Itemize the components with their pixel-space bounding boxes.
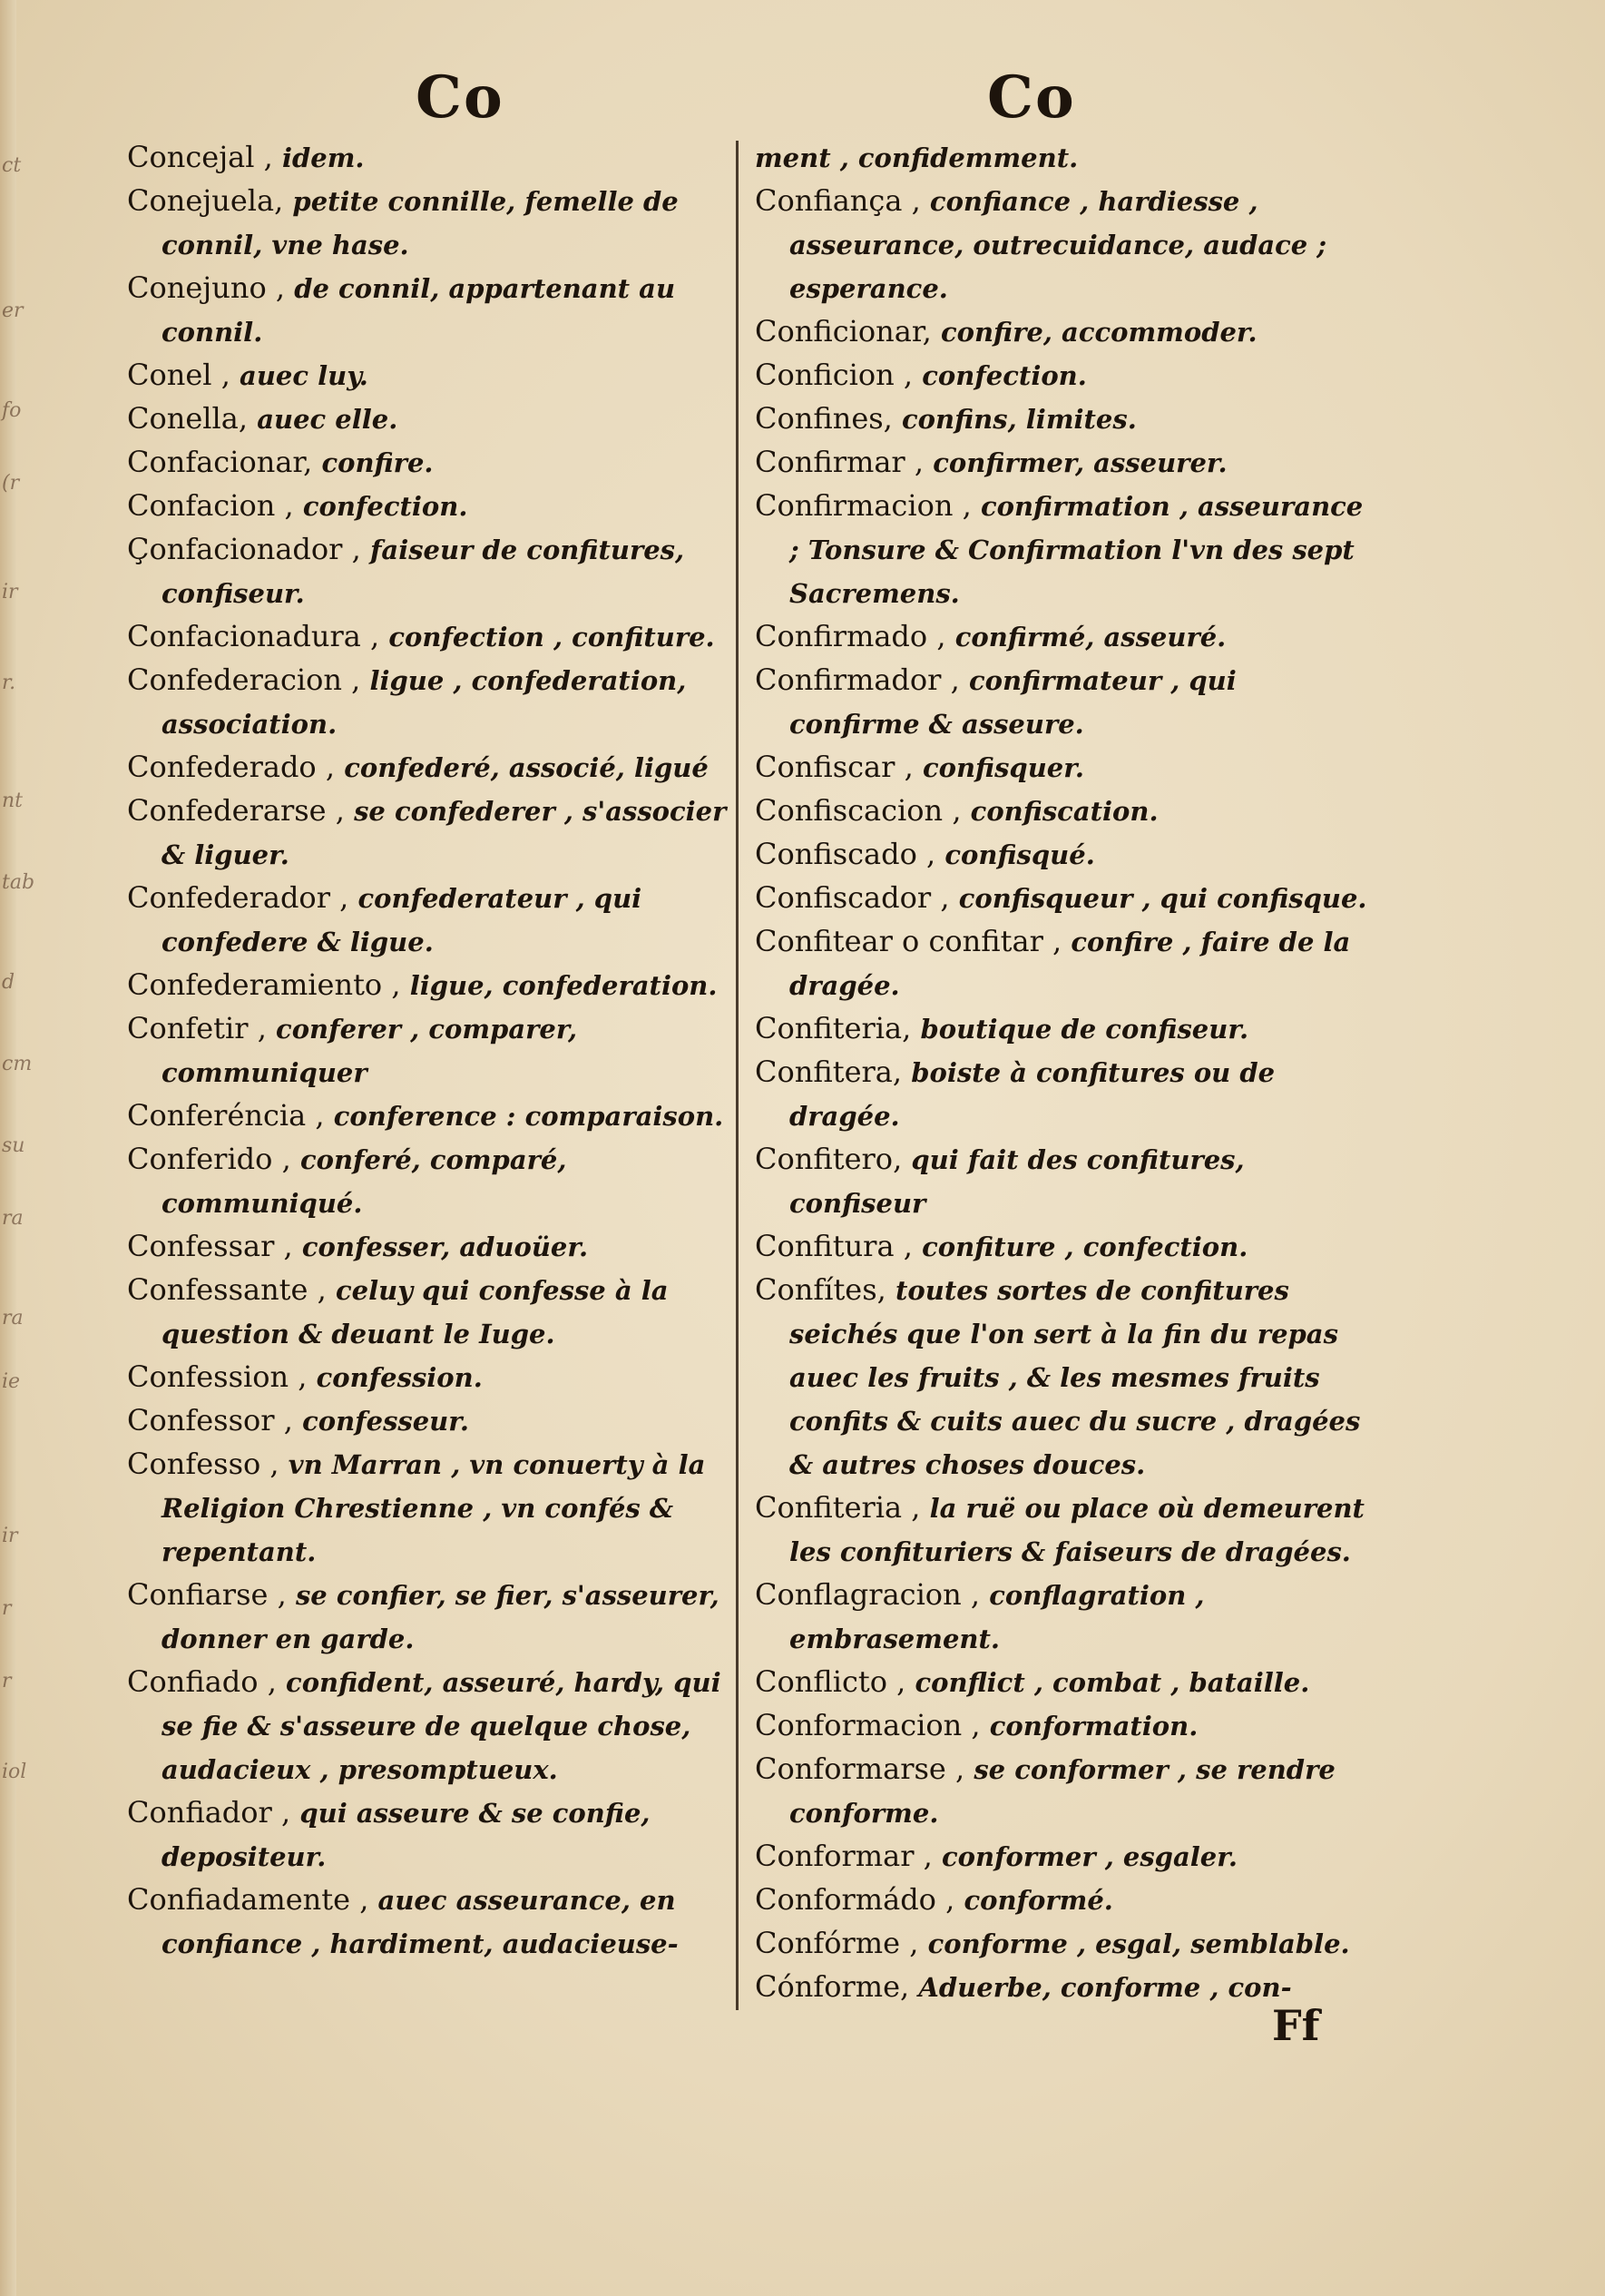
- dictionary-entry: [755, 1269, 1372, 1487]
- headword: Confacionar,: [127, 445, 313, 479]
- definition: confiscation.: [970, 796, 1159, 827]
- definition: ligue, confederation.: [409, 970, 718, 1001]
- headword: Conflagracion ,: [755, 1577, 981, 1612]
- dictionary-entry: [755, 310, 1372, 354]
- definition: confection.: [922, 360, 1087, 391]
- dictionary-entry: [755, 136, 1372, 180]
- margin-fragment: ir: [2, 1525, 18, 1547]
- dictionary-entry: [127, 1356, 735, 1399]
- dictionary-entry: [127, 964, 735, 1007]
- definition: confisqueur , qui confisque.: [958, 883, 1367, 914]
- margin-fragment: (r: [2, 472, 20, 495]
- definition: confederé, associé, ligué: [344, 752, 709, 783]
- margin-fragment: ct: [2, 154, 22, 177]
- headword: Conferido ,: [127, 1142, 291, 1176]
- headword: Confiscado ,: [755, 837, 936, 871]
- definition: confesser, aduoüer.: [301, 1231, 589, 1262]
- definition: confiture , confection.: [922, 1231, 1248, 1262]
- margin-fragment: r.: [2, 672, 16, 694]
- definition: confirmé, asseuré.: [954, 622, 1227, 652]
- definition: confiance , hardiesse , asseurance, outrecuidance, audace ; esperance.: [789, 186, 1327, 304]
- dictionary-entry: [755, 615, 1372, 659]
- headword: Confession ,: [127, 1359, 308, 1394]
- dictionary-entry: [755, 1007, 1372, 1051]
- margin-fragment: ra: [2, 1207, 24, 1230]
- dictionary-entry: [755, 1835, 1372, 1879]
- dictionary-entry: [755, 1225, 1372, 1269]
- dictionary-entry: [127, 1879, 735, 1966]
- dictionary-entry: [755, 659, 1372, 746]
- margin-fragments: [0, 0, 35, 2296]
- dictionary-entry: [755, 920, 1372, 1007]
- headword: Conferéncia ,: [127, 1098, 325, 1133]
- headword: Confederamiento ,: [127, 967, 401, 1002]
- dictionary-entry: [755, 1748, 1372, 1835]
- headword: Confiscador ,: [755, 880, 950, 915]
- headword: Confiteria,: [755, 1011, 912, 1045]
- headword: Conejuela,: [127, 183, 284, 218]
- definition: conference : comparaison.: [333, 1101, 724, 1132]
- dictionary-entry: [755, 1661, 1372, 1704]
- dictionary-entry: [755, 790, 1372, 833]
- headword: Confiscar ,: [755, 750, 914, 784]
- definition: confins, limites.: [902, 404, 1137, 435]
- dictionary-entry: [755, 1051, 1372, 1138]
- dictionary-entry: [127, 1225, 735, 1269]
- definition: confisquer.: [922, 752, 1084, 783]
- headword: Confessante ,: [127, 1272, 327, 1307]
- headword: Confirmador ,: [755, 662, 960, 697]
- dictionary-entry: [127, 180, 735, 267]
- margin-fragment: su: [2, 1134, 25, 1157]
- dictionary-entry: [127, 267, 735, 354]
- headword: Confiadamente ,: [127, 1882, 369, 1917]
- definition: se conformer , se rendre conforme.: [789, 1754, 1336, 1829]
- dictionary-entry: [127, 1094, 735, 1138]
- dictionary-entry: [755, 485, 1372, 615]
- definition: confection.: [302, 491, 468, 522]
- definition: qui fait des confitures, confiseur: [789, 1144, 1245, 1219]
- definition: auec asseurance, en confiance , hardiment, audacieuse-: [161, 1885, 679, 1959]
- margin-fragment: cm: [2, 1053, 33, 1075]
- dictionary-entry: [127, 659, 735, 746]
- dictionary-entry: [755, 1704, 1372, 1748]
- dictionary-entry: [755, 1138, 1372, 1225]
- margin-fragment: r: [2, 1597, 12, 1620]
- dictionary-entry: [127, 1269, 735, 1356]
- headword: Confiado ,: [127, 1664, 277, 1699]
- signature-mark: Ff: [1272, 2001, 1320, 2050]
- definition: conflagration , embrasement.: [789, 1580, 1205, 1654]
- headword: Confetir ,: [127, 1011, 267, 1045]
- definition: confirmateur , qui confirme & asseure.: [789, 665, 1237, 740]
- headword: Confitera,: [755, 1055, 903, 1089]
- column-rule: [736, 141, 739, 2010]
- dictionary-entry: [127, 1574, 735, 1661]
- dictionary-entry: [127, 877, 735, 964]
- definition: confire , faire de la dragée.: [789, 927, 1351, 1001]
- definition: confident, asseuré, hardy, qui se fie & s'asseure de quelque chose, audacieux , presomptueux.: [161, 1667, 721, 1785]
- dictionary-entry: [755, 180, 1372, 310]
- definition: confesseur.: [302, 1406, 469, 1437]
- headword: Conella,: [127, 401, 249, 436]
- headword: Cónforme,: [755, 1969, 910, 2004]
- definition: ment , confidemment.: [755, 142, 1079, 173]
- headword: Confesso ,: [127, 1447, 279, 1481]
- margin-fragment: d: [2, 971, 15, 994]
- dictionary-entry: [127, 1007, 735, 1094]
- headword: Confitero,: [755, 1142, 903, 1176]
- headword: Conformacion ,: [755, 1708, 981, 1742]
- headword: Confitura ,: [755, 1229, 913, 1263]
- definition: celuy qui confesse à la question & deuant le Iuge.: [161, 1275, 669, 1349]
- headword: Confirmacion ,: [755, 488, 972, 523]
- dictionary-entry: [127, 397, 735, 441]
- dictionary-entry: [127, 354, 735, 397]
- headword: Conficionar,: [755, 314, 932, 348]
- definition: la ruë ou place où demeurent les confituriers & faiseurs de dragées.: [789, 1493, 1365, 1567]
- dictionary-entry: [127, 528, 735, 615]
- dictionary-entry: [127, 1661, 735, 1791]
- margin-fragment: ie: [2, 1370, 21, 1393]
- headword: Confiscacion ,: [755, 793, 962, 828]
- headword: Confitear o confitar ,: [755, 924, 1062, 958]
- definition: conformation.: [989, 1711, 1199, 1742]
- definition: confederateur , qui confedere & ligue.: [161, 883, 642, 957]
- definition: confection , confiture.: [388, 622, 715, 652]
- running-head-right: Co: [987, 64, 1076, 132]
- headword: Confítes,: [755, 1272, 886, 1307]
- definition: ligue , confederation, association.: [161, 665, 687, 740]
- definition: confisqué.: [944, 839, 1095, 870]
- headword: Confessor ,: [127, 1403, 293, 1437]
- headword: Conejuno ,: [127, 270, 286, 305]
- dictionary-entry: [755, 877, 1372, 920]
- definition: conforme , esgal, semblable.: [927, 1928, 1350, 1959]
- headword: Conel ,: [127, 358, 230, 392]
- dictionary-entry: [755, 833, 1372, 877]
- headword: Conficion ,: [755, 358, 914, 392]
- dictionary-entry: [755, 354, 1372, 397]
- headword: Conformarse ,: [755, 1751, 965, 1786]
- dictionary-entry: [127, 485, 735, 528]
- definition: Aduerbe, conforme , con-: [918, 1972, 1292, 2003]
- dictionary-entry: [755, 746, 1372, 790]
- definition: toutes sortes de confitures seichés que l'on sert à la fin du repas auec les fruits , & les mesmes fruits confits & cuits auec du sucre , dragées & autres choses douces.: [789, 1275, 1361, 1480]
- dictionary-entry: [127, 1138, 735, 1225]
- headword: Confiador ,: [127, 1795, 291, 1830]
- headword: Confiteria ,: [755, 1490, 921, 1525]
- definition: confirmation , asseurance ; Tonsure & Confirmation l'vn des sept Sacremens.: [789, 491, 1364, 609]
- definition: confirmer, asseurer.: [933, 447, 1228, 478]
- margin-fragment: ra: [2, 1307, 24, 1330]
- definition: se confier, se fier, s'asseurer, donner en garde.: [161, 1580, 719, 1654]
- margin-fragment: r: [2, 1670, 12, 1693]
- definition: conferé, comparé, communiqué.: [161, 1144, 567, 1219]
- headword: Confacionadura ,: [127, 619, 380, 653]
- headword: Confederarse ,: [127, 793, 345, 828]
- headword: Confederador ,: [127, 880, 349, 915]
- definition: conflict , combat , bataille.: [915, 1667, 1310, 1698]
- margin-fragment: er: [2, 299, 24, 322]
- margin-fragment: fo: [2, 399, 22, 422]
- headword: Confessar ,: [127, 1229, 293, 1263]
- dictionary-entry: [127, 1791, 735, 1879]
- definition: qui asseure & se confie, depositeur.: [161, 1798, 651, 1872]
- definition: auec luy.: [240, 360, 368, 391]
- headword: Concejal ,: [127, 140, 273, 174]
- definition: idem.: [281, 142, 365, 173]
- headword: Confiança ,: [755, 183, 921, 218]
- dictionary-entry: [755, 1922, 1372, 1966]
- definition: boiste à confitures ou de dragée.: [789, 1057, 1276, 1132]
- margin-fragment: iol: [2, 1761, 27, 1783]
- headword: Confederado ,: [127, 750, 336, 784]
- headword: Conformádo ,: [755, 1882, 955, 1917]
- dictionary-entry: [127, 790, 735, 877]
- dictionary-entry: [127, 1443, 735, 1574]
- dictionary-entry: [755, 1574, 1372, 1661]
- definition: boutique de confiseur.: [920, 1014, 1249, 1045]
- dictionary-entry: [127, 441, 735, 485]
- headword: Confederacion ,: [127, 662, 361, 697]
- headword: Conflicto ,: [755, 1664, 906, 1699]
- headword: Confacion ,: [127, 488, 294, 523]
- definition: de connil, appartenant au connil.: [161, 273, 676, 348]
- margin-fragment: nt: [2, 790, 24, 812]
- dictionary-entry: [127, 136, 735, 180]
- definition: confire.: [321, 447, 434, 478]
- headword: Conformar ,: [755, 1839, 933, 1873]
- dictionary-entry: [127, 746, 735, 790]
- headword: Confirmar ,: [755, 445, 925, 479]
- definition: conformé.: [964, 1885, 1113, 1916]
- definition: conferer , comparer, communiquer: [161, 1014, 578, 1088]
- headword: Confirmado ,: [755, 619, 946, 653]
- headword: Confines,: [755, 401, 893, 436]
- dictionary-entry: [127, 615, 735, 659]
- dictionary-entry: [127, 1399, 735, 1443]
- definition: se confederer , s'associer & liguer.: [161, 796, 727, 870]
- dictionary-entry: [755, 1487, 1372, 1574]
- definition: petite connille, femelle de connil, vne hase.: [161, 186, 679, 260]
- definition: auec elle.: [257, 404, 398, 435]
- headword: Çonfacionador ,: [127, 532, 361, 566]
- definition: confire, accommoder.: [940, 317, 1258, 348]
- margin-fragment: ir: [2, 581, 18, 603]
- headword: Confiarse ,: [127, 1577, 287, 1612]
- right-column: [755, 136, 1372, 2009]
- definition: faiseur de confitures, confiseur.: [161, 535, 685, 609]
- dictionary-entry: [755, 441, 1372, 485]
- dictionary-entry: [755, 1879, 1372, 1922]
- definition: confession.: [316, 1362, 483, 1393]
- margin-fragment: tab: [2, 871, 35, 894]
- definition: vn Marran , vn conuerty à la Religion Chrestienne , vn confés & repentant.: [161, 1449, 706, 1567]
- definition: conformer , esgaler.: [942, 1841, 1238, 1872]
- dictionary-entry: [755, 397, 1372, 441]
- running-head-left: Co: [416, 64, 504, 132]
- left-column: [127, 136, 735, 1966]
- headword: Confórme ,: [755, 1926, 919, 1960]
